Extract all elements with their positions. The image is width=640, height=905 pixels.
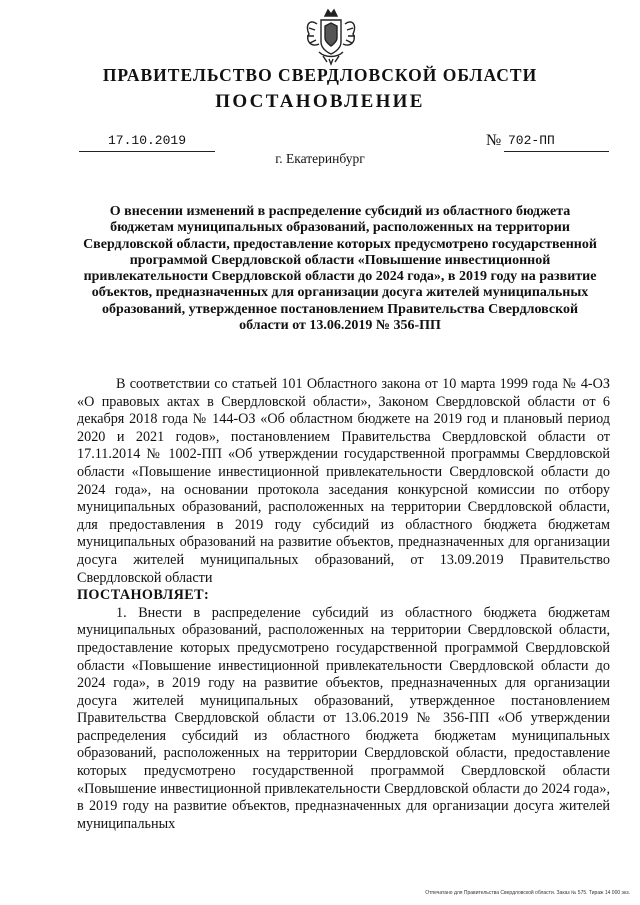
government-name: ПРАВИТЕЛЬСТВО СВЕРДЛОВСКОЙ ОБЛАСТИ (102, 65, 538, 85)
print-footer: Отпечатано для Правительства Свердловской области. Заказ № 575. Тираж 14 000 экз. (425, 890, 630, 896)
decree-heading: ПОСТАНОВЛЯЕТ: (77, 587, 210, 604)
document-title: О внесении изменений в распределение субсидий из областного бюджета бюджетам муниципальных образований, расположенных на территории Свердловской области, предоставление которых предусмотрено государственной программой Свердловской области «Повышение инвестиционной привлекательности Свердловской области до 2024 года», в 2019 году на развитие объектов, предназначенных для организации досуга жителей муниципальных образований, утвержденное постановлением Правительства Свердловской области от 13.06.2019 № 356-ПП (83, 204, 597, 334)
item-1-paragraph: 1. Внести в распределение субсидий из областного бюджета бюджетам муниципальных образований, расположенных на территории Свердловской области, предоставление которых предусмотрено государственной программой Свердловской области «Повышение инвестиционной привлекательности Свердловской области до 2024 года», в 2019 году на развитие объектов, предназначенных для организации досуга жителей муниципальных образований, утвержденное постановлением Правительства Свердловской области от 13.06.2019 № 356-ПП «Об утверждении распределения субсидий из областного бюджета бюджетам муниципальных образований, расположенных на территории Свердловской области, предоставление которых предусмотрено государственной программой Свердловской области «Повышение инвестиционной привлекательности Свердловской области до 2024 года», в 2019 году на развитие объектов, предназначенных для организации досуга жителей муниципальных (77, 604, 610, 832)
number-sign: № (486, 132, 502, 149)
document-body (77, 376, 610, 833)
sverdlovsk-coat-of-arms-icon (299, 4, 363, 68)
document-type: ПОСТАНОВЛЕНИЕ (215, 91, 425, 112)
document-number: 702-ПП (508, 133, 555, 148)
preamble-paragraph: В соответствии со статьей 101 Областного закона от 10 марта 1999 года № 4-ОЗ «О правовых актах в Свердловской области», Законом Свердловской области от 6 декабря 2018 года № 144-ОЗ «Об областном бюджете на 2019 год и плановый период 2020 и 2021 годов», постановлением Правительства Свердловской области от 17.11.2014 № 1002-ПП «Об утверждении государственной программы Свердловской области «Повышение инвестиционной привлекательности Свердловской области до 2024 года», на основании протокола заседания конкурсной комиссии по отбору муниципальных образований, расположенных на территории Свердловской области, для предоставления в 2019 году субсидий из областного бюджета бюджетам муниципальных образований на развитие объектов, предназначенных для организации досуга жителей муниципальных образований, от 13.09.2019 Правительство Свердловской области (77, 376, 610, 586)
document-date: 17.10.2019 (107, 133, 186, 148)
city: г. Екатеринбург (275, 151, 365, 166)
